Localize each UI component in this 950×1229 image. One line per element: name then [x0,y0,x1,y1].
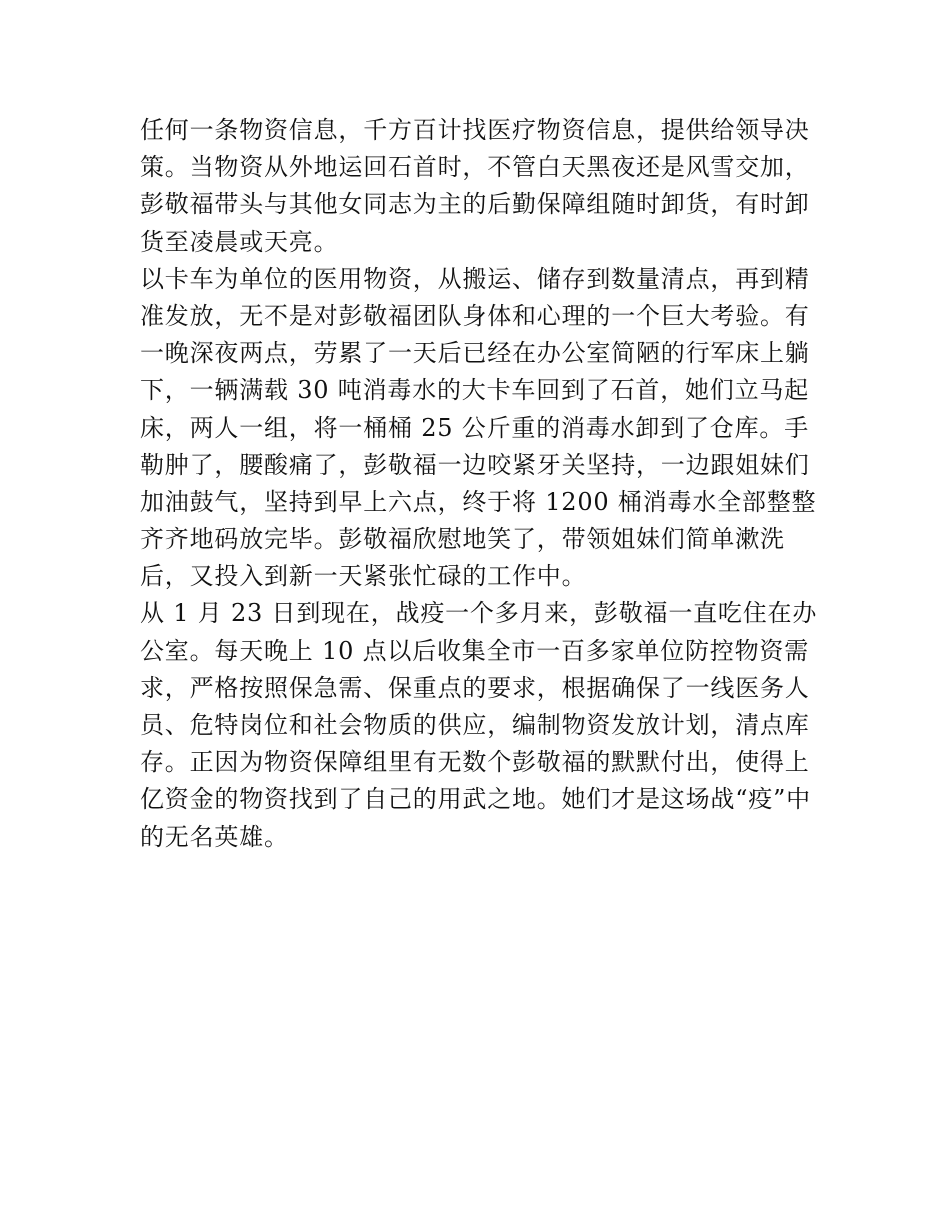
text-line: 彭敬福带头与其他女同志为主的后勤保障组随时卸货，有时卸 [140,190,810,219]
text-line: 货至凌晨或天亮。 [140,227,339,256]
text-line: 员、危特岗位和社会物质的供应，编制物资发放计划，清点库 [140,711,810,739]
text-line: 一晚深夜两点，劳累了一天后已经在办公室简陋的行军床上躺 [140,339,810,368]
text-line: 求，严格按照保急需、保重点的要求，根据确保了一线医务人 [140,673,810,702]
text-line: 齐齐地码放完毕。彭敬福欣慰地笑了，带领姐妹们简单漱洗 [140,525,785,554]
text-line: 床，两人一组，将一桶桶 25 公斤重的消毒水卸到了仓库。手 [140,413,809,442]
text-line: 后，又投入到新一天紧张忙碌的工作中。 [140,562,587,591]
text-line: 下，一辆满载 30 吨消毒水的大卡车回到了石首，她们立马起 [140,376,809,405]
text-line: 勒肿了，腰酸痛了，彭敬福一边咬紧牙关坚持，一边跟姐妹们 [140,450,810,479]
text-line: 存。正因为物资保障组里有无数个彭敬福的默默付出，使得上 [140,748,810,777]
article-body [140,112,820,856]
text-line: 任何一条物资信息，千方百计找医疗物资信息，提供给领导决 [140,116,810,144]
text-line: 准发放，无不是对彭敬福团队身体和心理的一个巨大考验。有 [140,301,810,330]
text-line: 从 1 月 23 日到现在，战疫一个多月来，彭敬福一直吃住在办 [140,599,818,628]
text-line: 策。当物资从外地运回石首时，不管白天黑夜还是风雪交加， [140,153,810,182]
text-line: 加油鼓气，坚持到早上六点，终于将 1200 桶消毒水全部整整 [140,487,817,516]
text-line: 亿资金的物资找到了自己的用武之地。她们才是这场战“疫”中 [140,785,811,814]
text-line: 的无名英雄。 [140,822,289,851]
text-line: 公室。每天晚上 10 点以后收集全市一百多家单位防控物资需 [140,636,809,665]
text-line: 以卡车为单位的医用物资，从搬运、储存到数量清点，再到精 [140,264,810,293]
